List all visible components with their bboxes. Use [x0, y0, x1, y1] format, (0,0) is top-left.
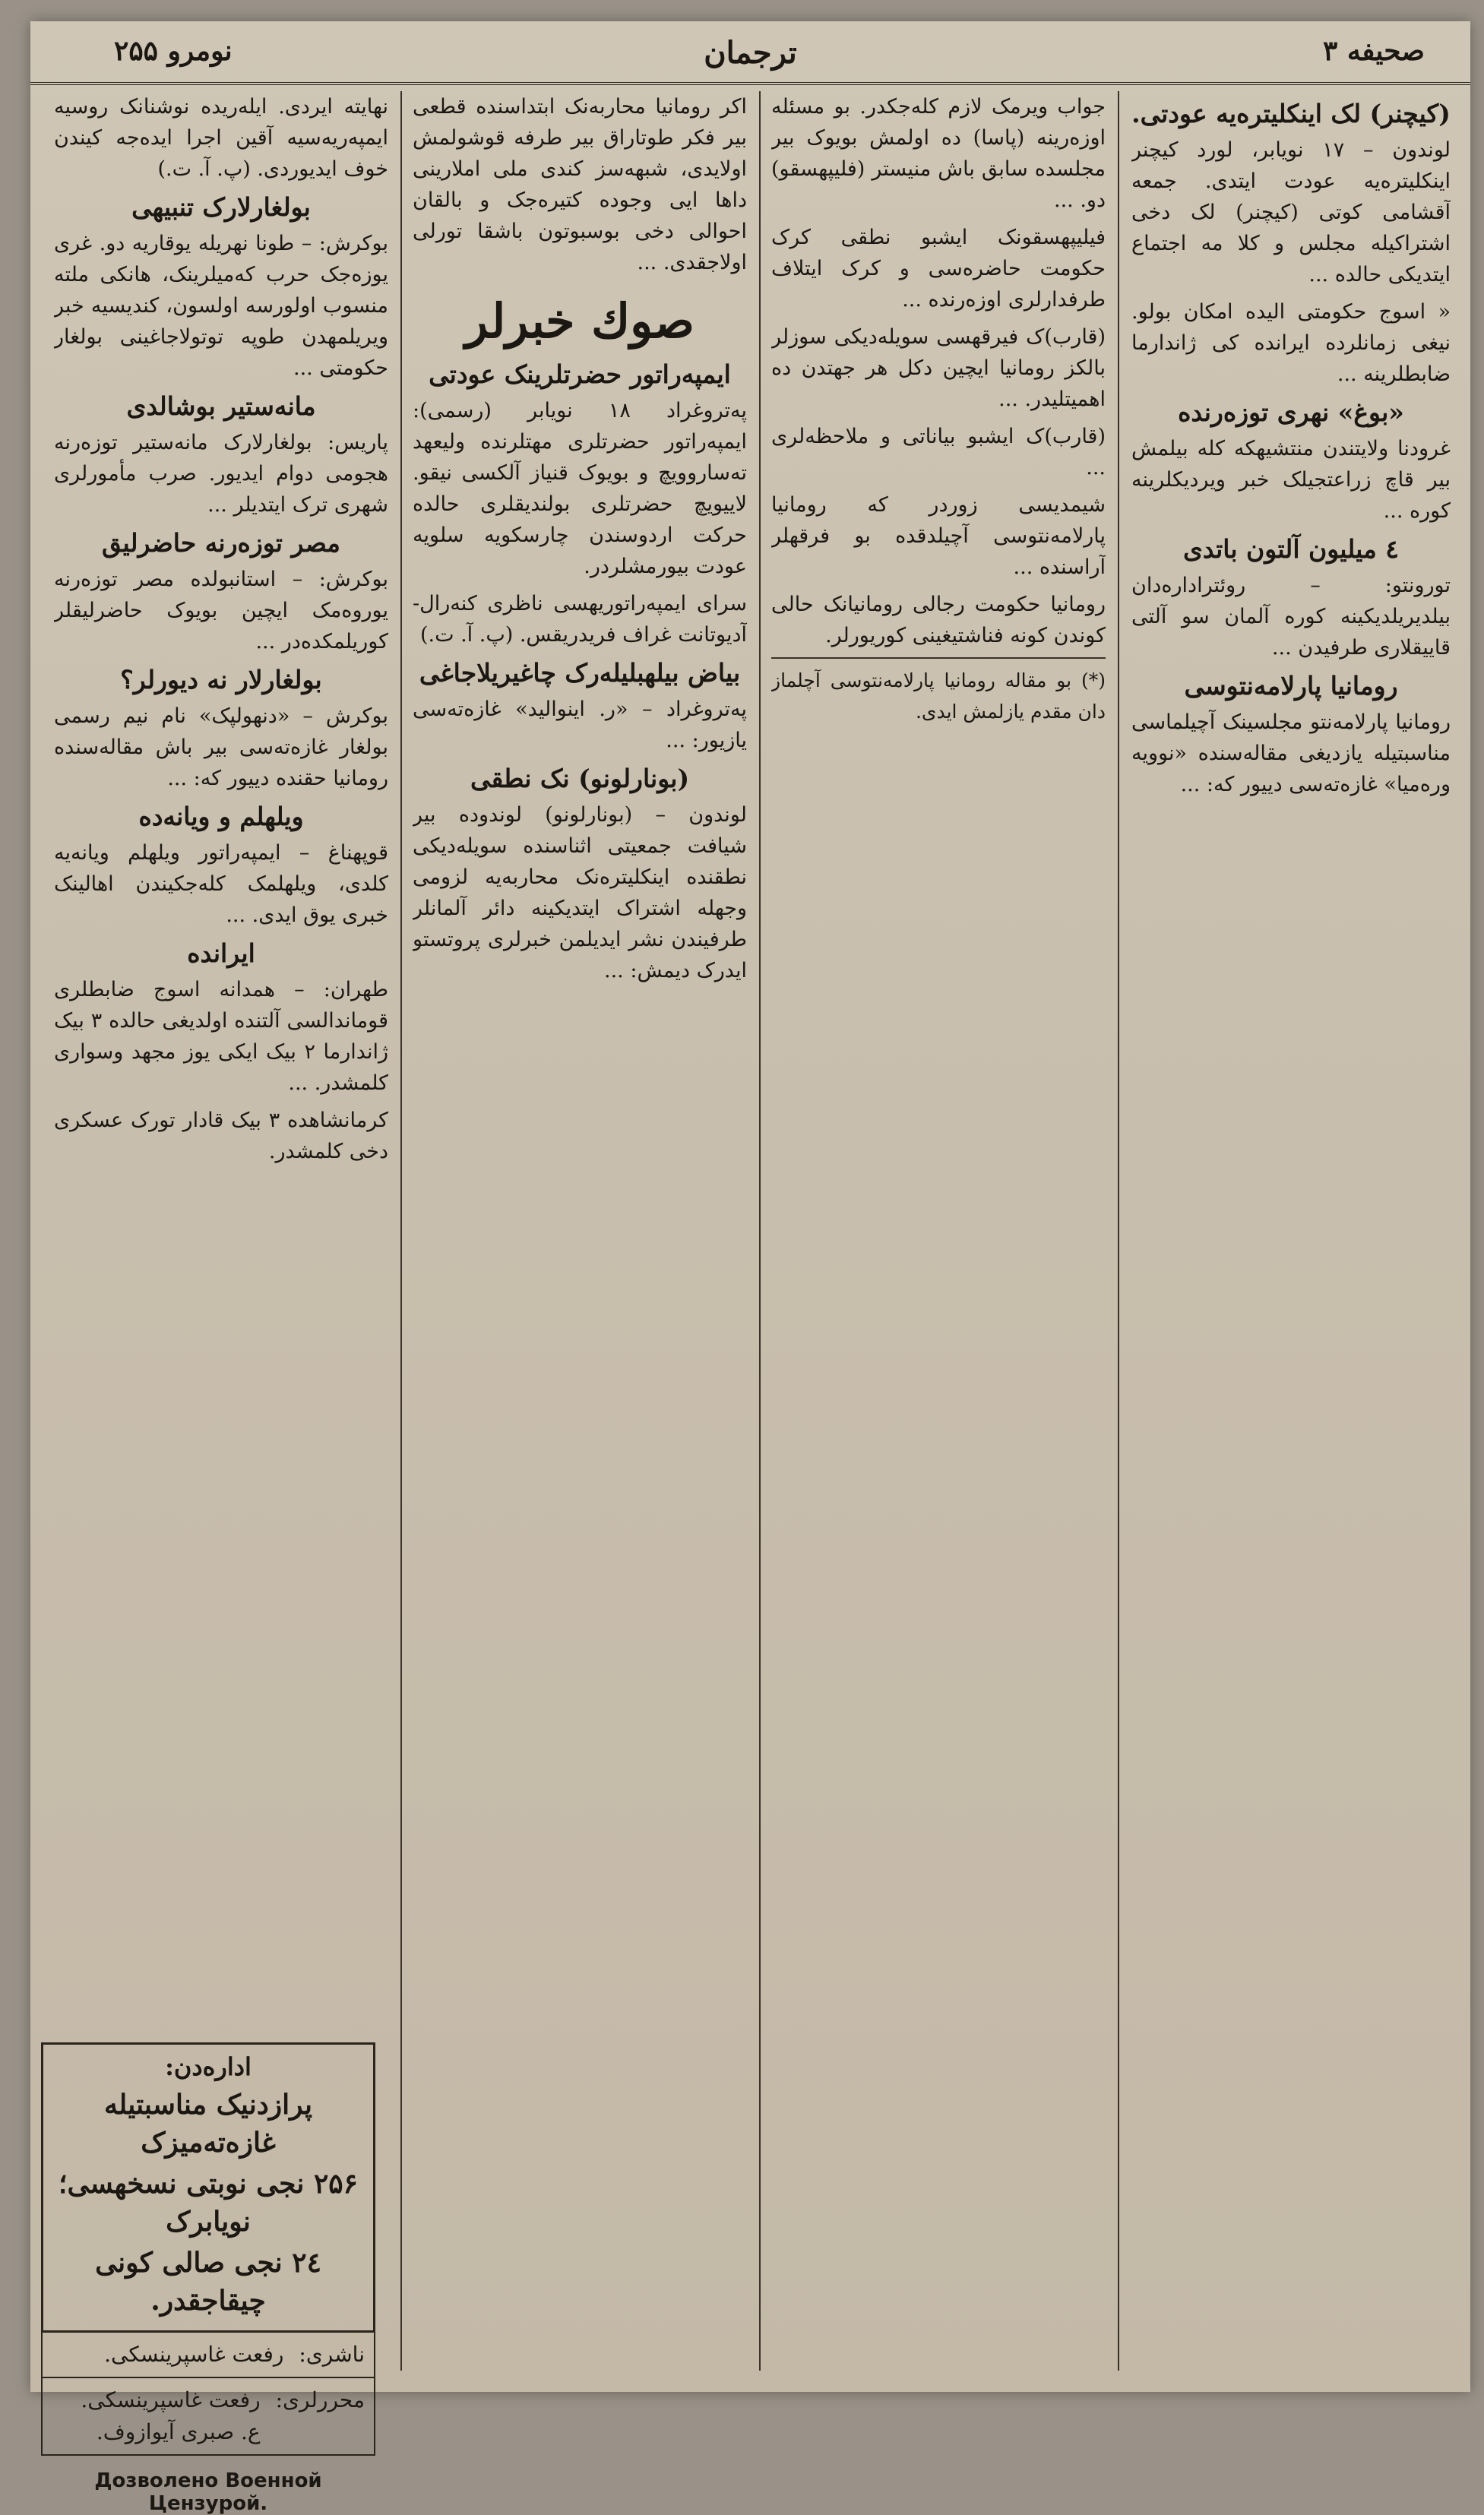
article-headline: مصر توزەرنه حاضرلیق: [102, 528, 340, 558]
footnote: (*) بو مقاله رومانیا پارلامەنتوسی آچلماز دان مقدم یازلمش ایدی.: [771, 657, 1106, 727]
column-divider: [400, 91, 402, 2371]
article-paragraph: رومانیا پارلامەنتو مجلسینک آچیلماسی مناسبتیله یازدیغی مقالەسنده «نوویه ورەمیا» غازەتەسی دییور که: ...: [1131, 710, 1451, 796]
article-paragraph: پاریس: بولغارلارک مانەستیر توزەرنه هجومی دوام ایدیور. صرب مأمورلری شهری ترک ایتدیلر ...: [54, 431, 388, 517]
article-paragraph: (قارب)ک ایشبو بیاناتی و ملاحظەلری ...: [771, 425, 1106, 479]
article-paragraph: کرمانشاهده ۳ بیک قادار تورک عسکری دخی کلمشدر.: [54, 1109, 388, 1163]
publisher-box: [41, 2333, 375, 2378]
article-headline: بولغارلارک تنبیهی: [131, 192, 311, 222]
article-paragraph: بوکرش: – استانبولده مصر توزەرنه یوروەمک ایچین بویوک حاضرلیقلر کوریلمکدەدر ...: [54, 568, 388, 653]
editors-label: محرر‌لری:: [275, 2387, 365, 2412]
article-headline: بیاض بیلهبلیلەرک چاغیریلاجاغی: [419, 658, 741, 688]
article-paragraph: غرودنا ولایتندن منتشیهکه کله بیلمش بیر قاچ زراعتجیلک خبر ویردیکلرینه کوره ...: [1131, 437, 1451, 523]
censor-approval-note: Дозволено Военной Цензурой.: [94, 2469, 322, 2515]
page-number-label: صحیفه ۳: [1322, 35, 1425, 67]
article-headline: «بوغ» نهری توزەرنده: [1178, 397, 1404, 427]
editor-name: ع. صبری آیواز‌وف.: [96, 2419, 261, 2444]
column-3: [413, 91, 747, 2371]
article-paragraph: « اسوج حکومتی الیده امکان بولو. نیغی زمانلرده ایرانده کی ژاندارما ضابطلرینه ...: [1131, 300, 1451, 386]
notice-line: ۲٤ نجی صالی کونی چیقاجقدر.: [95, 2247, 321, 2317]
article-paragraph: لوندون – (بونارلونو) لوندوده بیر شیافت جمعیتی اثناسنده سویلەدیکی نطقنده اینکلیترەنک محاربەیه لزومی وجهله اشتراک ایتدیکینه دائر آلمانلر طرفیندن نشر ایدیلمن خبرلری پروتستو ایدرک دیمش: ...: [413, 803, 747, 982]
column-1: [1131, 91, 1451, 2371]
article-paragraph: فیلیپهسقونک ایشبو نطقی کرک حکومت حاضرەسی و کرک ایتلاف طرفدارلری اوزەرنده ...: [771, 226, 1106, 312]
article-paragraph: اکر رومانیا محاربەنک ابتداسنده قطعی بیر فکر طوتاراق بیر طرفه قوشولمش اولایدی، شبهەسز کندی ملی املارینی داها ایی وجوده کتیرەجک و بالقان احوالی دخی بوسبوتون باشقا تورلی اولاجقدی. ...: [413, 95, 747, 274]
article-headline: (کیچنر) لک اینکلیترەیە عودتی.: [1131, 99, 1451, 128]
article-headline: ایمپەراتور حضرتلرینک عودتی: [429, 359, 731, 389]
publisher-label: ناشری:: [299, 2342, 365, 2367]
article-paragraph: جواب ویرمک لازم کلەجکدر. بو مسئله اوزەرینه (پاسا) ده اولمش بویوک بیر مجلسده سابق باش منیستر (فلیپهسقو) دو. ...: [771, 95, 1106, 212]
page-header: [30, 21, 1470, 85]
newspaper-page: [30, 21, 1470, 2515]
article-paragraph: شیمدیسی زوردر که رومانیا پارلامەنتوسی آچیلدقده بو فرقهلر آراسنده ...: [771, 493, 1106, 579]
imprint-area: [41, 2042, 375, 2515]
article-headline: بولغارلار نه دیورلر؟: [120, 665, 322, 694]
editors-box: [41, 2378, 375, 2456]
column-4: [54, 91, 388, 2036]
article-paragraph: نهایته ایردی. ایلەریده نوشنانک روسیه ایمپەریەسیه آقین اجرا ایدەجه کیندن خوف ایدیوردی. (پ. آ. ت.): [54, 95, 388, 181]
administration-notice: [41, 2042, 375, 2333]
editor-name: رفعت غاسپرینسکی.: [81, 2387, 261, 2412]
publisher-name: رفعت غاسپرینسکی.: [104, 2342, 284, 2367]
article-paragraph: بوکرش: – طونا نهریله یوقاریه دو. غری یوزەجک حرب کەمیلرینک، هانکی ملته منسوب اولورسه اولسون، کندیسیه خبر ویریلمهدن طوپه توتولاجاغینی بولغار حکومتی ...: [54, 232, 388, 380]
article-paragraph: سرای ایمپەراتوریهسی ناظری کنەرال-آدیوتانت غراف فریدریقس. (پ. آ. ت.): [413, 592, 747, 647]
column-divider: [1118, 91, 1119, 2371]
masthead-title: ترجمان: [704, 35, 797, 71]
column-divider: [759, 91, 761, 2371]
notice-line: ۲۵۶ نجی نوبتی نسخهسی؛ نویابرک: [59, 2168, 358, 2238]
article-paragraph: لوندون – ۱۷ نویابر، لورد کیچنر اینکلیترەیە عودت ایتدی. جمعه آقشامی کوتی (کیچنر) لک دخی اشتراکیله مجلس و کلا مه اجتماع ایتدیکی حالده ...: [1131, 138, 1451, 286]
column-2: [771, 91, 1106, 2371]
article-paragraph: بوکرش – «دنهولپک» نام نیم رسمی بولغار غازەتەسی بیر باش مقالەسنده رومانیا حقنده دییور که: ...: [54, 704, 388, 790]
article-headline: ویلهلم و ویانەده: [138, 802, 304, 831]
notice-heading: ادارەدن:: [165, 2052, 252, 2081]
article-paragraph: قوپهناغ – ایمپەراتور ویلهلم ویانەیه کلدی، ویلهلمک کلەجکیندن اهالینک خبری یوق ایدی. ...: [54, 841, 388, 927]
article-paragraph: تورونتو: – روئترادارەدان بیلدیریلدیکینه کوره آلمان سو آلتی قاییقلاری طرفیدن ...: [1131, 574, 1451, 660]
article-paragraph: رومانیا حکومت رجالی رومانیانک حالی کوندن کونه فناشتیغینی کوریورلر.: [771, 593, 1106, 647]
article-headline: رومانیا پارلامەنتوسی: [1184, 671, 1398, 701]
section-title: صوك خبرلر: [465, 293, 695, 349]
article-paragraph: طهران: – همدانه اسوج ضابطلری قوماندالسی آلتنده اولدیغی حالده ۳ بیک ژاندارما ۲ بیک ایکی یوز مجهد وسواری کلمشدر. ...: [54, 978, 388, 1095]
article-paragraph: پەتروغراد – «ر. اینوالید» غازەتەسی یازیور: ...: [413, 698, 747, 752]
article-headline: ٤ میلیون آلتون باتدی: [1182, 534, 1400, 564]
article-headline: (بونارلونو) نک نطقی: [470, 764, 690, 793]
notice-line: پرازدنیک مناسبتیله غازەتەمیزک: [103, 2089, 313, 2159]
issue-number-label: نومرو ۲۵۵: [114, 35, 233, 67]
article-paragraph: پەتروغراد ۱۸ نویابر (رسمی): ایمپەراتور حضرتلری مهتلرندە ولیعهد تەساروویچ و بویوک قنیاز آلکسی نیقو. لاییویچ حضرتلری بولندیقلری حالده حرکت اردوسندن چارسکویه سلویه عودت بیورمشلردر.: [413, 399, 747, 578]
article-headline: ایرانده: [187, 938, 255, 968]
article-headline: مانەستیر بوشالدی: [126, 391, 316, 421]
article-paragraph: (قارب)ک فیرقهسی سویلەدیکی سوزلر بالکز رومانیا ایچین دکل هر جهتدن ده اهمیتلیدر. ...: [771, 325, 1106, 411]
